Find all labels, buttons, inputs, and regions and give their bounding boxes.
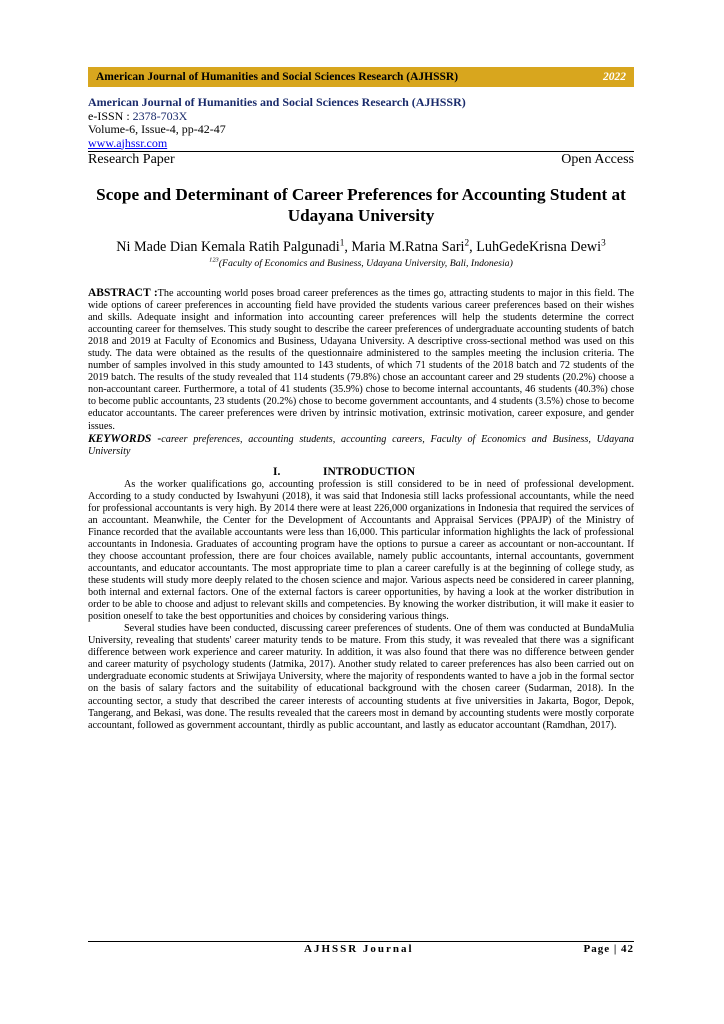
author-3-sup: 3 (601, 237, 606, 248)
website-link[interactable]: www.ajhssr.com (88, 135, 168, 150)
abstract (88, 287, 634, 433)
keywords-label-word: KEYWORDS (88, 432, 152, 445)
paper-title: Scope and Determinant of Career Preferences for Accounting Student at Udayana University (96, 185, 626, 225)
meta-volume: Volume-6, Issue-4, pp-42-47 (88, 122, 226, 136)
journal-meta (88, 96, 634, 150)
author-1: Ni Made Dian Kemala Ratih Palgunadi (116, 239, 340, 255)
issn-label: e-ISSN : (88, 108, 133, 123)
page-footer (88, 941, 634, 955)
abstract-label: ABSTRACT : (88, 287, 158, 299)
header-year: 2022 (603, 71, 626, 83)
author-3: , LuhGedeKrisna Dewi (469, 239, 602, 255)
paragraph: Several studies have been conducted, discussing career preferences of students. One of them was conducted at BundaMulia University, revealing that students' career maturity tends to be mature. From this study, it was revealed that there was a significant difference between work experience and career maturity. In addition, it was also found that there was no difference between gender and career maturity of psychology students (Jatmika, 2017). Another study related to career preferences has also been carried out on undergraduate economic students at Sriwijaya University, where the majority of respondents wanted to have a job in the formal sector on the basis of salary factors and the suitability of educational background with the chosen career (Sudarman, 2018). In the accounting sector, a study that described the career interests of accounting students at five universities in Jakarta, Bogor, Depok, Tangerang, and Bekasi, was done. The results revealed that the careers most in demand by accounting students were mostly corporate accountant, followed as government accountant, thirdly as public accountant, and lastly as educator accountant (Ramdhan, 2017). (88, 623, 634, 731)
abstract-text: The accounting world poses broad career preferences as the times go, attracting students to major in this field. The wide options of career preferences in accounting field have provided the students various career preferences based on their wishes and skills. Adequate insight and information into accounting career preferences will help the students determine the correct accounting career for themselves. This study sought to describe the career preferences of undergraduate accounting students of batch 2018 and 2019 at Faculty of Economics and Business, Udayana University. A descriptive cross-sectional method was used on this study. The data were obtained as the results of the questionnaire administered to the samples meeting the inclusion criteria. The number of samples involved in this study amounted to 143 students, of which 71 students of the 2018 batch and 72 students of the 2019 batch. The results of the study revealed that 114 students (79.8%) chose an accountant career and 29 students (20.2%) choose a non-accountant career. Furthermore, a total of 41 students (35.9%) chose to become internal accountants, 46 students (40.3%) chose to become public accountants, 23 students (20.2%) chose to become government accountants, and 4 students (3.5%) chose to become educator accountants. The career preferences were driven by intrinsic motivation, extrinsic motivation, career exposure, and gender issues. (88, 288, 634, 432)
footer-page-label: Page | (583, 943, 621, 955)
keywords-label-dash: - (151, 432, 162, 445)
keywords-text: career preferences, accounting students, accounting careers, Faculty of Economics and Business, Udayana University (88, 433, 634, 457)
keywords-label (88, 433, 161, 445)
meta-issn (88, 110, 634, 124)
section-heading-introduction (88, 466, 634, 478)
footer-journal: AJHSSR Journal (304, 943, 414, 955)
page (88, 67, 634, 732)
author-2: , Maria M.Ratna Sari (344, 239, 465, 255)
author-list (88, 239, 634, 256)
meta-journal-name: American Journal of Humanities and Social Sciences Research (AJHSSR) (88, 95, 466, 109)
author-2-sup: 2 (464, 237, 470, 248)
header-journal-name: American Journal of Humanities and Social Sciences Research (AJHSSR) (96, 71, 459, 83)
paper-type: Research Paper (88, 152, 175, 167)
keywords (88, 433, 634, 458)
footer-page (583, 943, 634, 955)
issn-value: 2378-703X (132, 108, 188, 123)
paragraph: As the worker qualifications go, accounting profession is still considered to be in need of professional development. According to a study conducted by Iswahyuni (2018), it was said that Indonesia still lacks professional accountants, while the need for professional accountants is very high. By 2014 there were at least 226,000 organizations in Indonesia that required the services of an accountant. Meanwhile, the Center for the Development of Accountants and Appraisal Services (PPAJP) of the Ministry of Finance recorded that the available accountants were less than 16,000. This particular information highlights the lack of professional accountants in Indonesia. Graduates of accounting program have the options to pursue a career as accountant or non-accountant. If they choose accountant profession, there are four choices available, namely public accountants, internal accountants, government accountants, and educator accountants. The most appropriate time to plan a career carefully is at the beginning of college study, as these students will study more deeply related to the chosen science and major. Various aspects need be considered in career planning, both internal and external factors. One of the external factors is career opportunities, by having a look at the worker distribution in order to be able to choose and adjust to relevant skills and competencies. By knowing the worker distribution, it will make it easier to position oneself to take the best opportunities and choices by considering various things. (88, 478, 634, 623)
affiliation-sup: 123 (209, 256, 219, 264)
journal-header-bar (88, 67, 634, 87)
paper-type-bar (88, 151, 634, 168)
footer-page-number: 42 (621, 943, 634, 955)
open-access-label: Open Access (561, 152, 634, 167)
section-title: INTRODUCTION (323, 465, 416, 478)
affiliation-text: (Faculty of Economics and Business, Udayana University, Bali, Indonesia) (218, 258, 513, 269)
section-number: I. (273, 465, 281, 478)
introduction-body (88, 479, 634, 732)
author-1-sup: 1 (339, 237, 345, 248)
affiliation (88, 258, 634, 269)
